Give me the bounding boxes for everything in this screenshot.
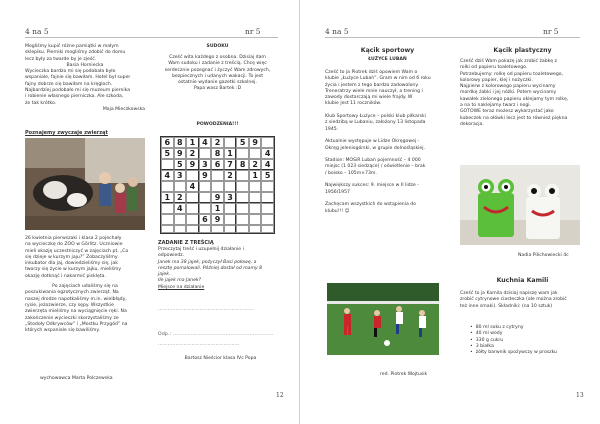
sudoku-cell [186,225,199,233]
sudoku-cell: 3 [174,170,187,181]
zoo-heading: Poznajemy zwyczaje zwierząt [25,130,108,136]
sudoku-cell [161,181,174,192]
sudoku-cell [249,203,262,214]
art-line: mordkę żabki i jej nóżki. Potem wycinamy [460,90,557,96]
sudoku-cell [249,148,262,159]
sport-line: miejsc (1 023 siedzące) / oświetlenie – brak [325,164,426,170]
frog-craft-photo [460,165,580,245]
sudoku-cell [236,203,249,214]
art-line: kolorowy papier, klej i nożyczki. [460,77,533,83]
sport-line: 1945. [325,126,339,132]
sudoku-cell [261,192,274,203]
art-line: a na to naklejamy twarz i nogi. [460,103,532,109]
sudoku-cell: 2 [186,148,199,159]
sudoku-cell [199,148,212,159]
left-page-number: 12 [276,392,284,399]
sudoku-cell [236,148,249,159]
art-line: kubeczek na ołówki lecz jest to również piękna [460,115,568,121]
zoo-line: naszej drodze napotkaliśmy m.in. wielbłądy, [25,296,127,302]
kitchen-title: Kuchnia Kamili [496,277,549,284]
intro-line: fajny dobrze się bawiłam na kręgloch. [25,81,113,87]
sudoku-cell: 6 [199,214,212,225]
zoo-line: inkubator dla jaj, dowiedzieliśmy się, jak [25,261,118,267]
intro-line: że tak krótko. [25,100,57,106]
sport-line: Cześć to ja Piotrek dziś opowiem Wam o [325,70,418,75]
art-signature: Nadia Pilichowiecki 4c [518,253,569,258]
good-luck-text: POWODZENIA!!! [196,122,239,127]
sudoku-cell [161,214,174,225]
kitchen-line: Cześć to ja Kamila dzisiaj napiszę wam jak [460,291,558,296]
left-header-title: 4 na 5 [25,27,49,36]
word-problem-author: Bartosz Nieścior klasa IVc Popa [184,356,257,361]
sudoku-cell: 9 [211,214,224,225]
sudoku-cell [261,214,274,225]
sudoku-cell: 5 [161,148,174,159]
sudoku-intro-line: ostatnie wydanie gazetki szkolnej. [178,80,257,86]
sudoku-cell [174,214,187,225]
zoo-line: tworzy się życie w kurzym jajku, mieliśmy [25,267,122,273]
word-problem-line: Przeczytaj treść i uzupełnij działanie i [158,247,244,252]
ingredients-list [470,325,585,356]
sudoku-cell: 9 [199,170,212,181]
sudoku-cell [224,214,237,225]
sudoku-cell: 4 [199,137,212,148]
sudoku-cell: 8 [211,148,224,159]
football-photo [327,283,439,355]
zoo-photo [25,138,145,230]
zoo-line: 26 kwietnia pierwszaki i klasa 2 pojechały [25,236,122,241]
intro-line: Mogliśmy kupić różne pamiątki w małym [25,44,119,49]
sudoku-cell: 7 [224,159,237,170]
sudoku-cell [211,170,224,181]
sudoku-cell: 2 [224,170,237,181]
sudoku-cell: 4 [261,159,274,170]
sport-line: życia i jestem z tego bardzo zadowolony. [325,82,419,88]
sudoku-cell [236,192,249,203]
sudoku-cell: 8 [174,137,187,148]
intro-line: i robienie własnego pierniczka. Ale szkoda, [25,94,124,100]
sport-line: Klub Sportowy Łużyce – polski klub piłkarski [325,114,426,120]
sport-line: 1956/1957 [325,189,350,195]
sudoku-cell: 9 [211,192,224,203]
sudoku-cell [249,214,262,225]
sudoku-cell: 1 [161,192,174,203]
left-col1 [25,44,145,113]
sudoku-cell [174,181,187,192]
sudoku-cell: 9 [249,137,262,148]
sudoku-cell: 9 [186,159,199,170]
sudoku-cell [261,203,274,214]
sudoku-cell: 1 [224,148,237,159]
sudoku-intro-line: Papa wasz Bartek :D [193,86,242,92]
zoo-line: poszukiwania egzotycznych zwierząt. Na [25,290,119,296]
sudoku-cell [224,181,237,192]
art-line: Potrzebujemy: rolkę od papieru toaletowego, [460,71,564,77]
sport-line: Największy sukces: 9. miejsce w II lidze - [325,183,419,189]
left-header-rule [25,37,278,38]
art-line: Cześć dziś Wam pokażę jak zrobić żabkę z [460,59,557,64]
word-problem-line: Janek ma 38 jajek, pożyczył Basi połowę, a [158,259,257,265]
zoo-line: zwierzęta mieliśmy na wyciągnięcie ręki. Na [25,309,127,315]
sudoku-cell [261,181,274,192]
sudoku-cell [261,137,274,148]
intro-line: sklepiku. Pierniki mogliśmy zdobić do domu [25,50,126,56]
sudoku-cell [236,181,249,192]
zoo-line: „Stodoły Odkrywców” i „Mostku Przygód” na [25,321,128,327]
zoo-line: mieli okazję uczestniczyć w zajęciach pt. „Co [25,248,129,254]
sudoku-cell [224,137,237,148]
football-photo-image [327,283,439,355]
sudoku-grid [160,136,275,234]
sport-line: z siedzibą w Lubaniu, założony 13 listopada [325,120,426,126]
sudoku-cell [261,225,274,233]
sport-line: Aktualnie występuje w Lidze Okręgowej - [325,139,420,145]
sudoku-cell [161,225,174,233]
sudoku-cell: 9 [174,148,187,159]
kitchen-line: też inne smaki). Składniki: (na 10 sztuk) [460,303,553,309]
sudoku-cell: 1 [211,203,224,214]
sport-line: Okręg jeleniogórski, w grupie dolnośląskiej. [325,145,425,151]
sudoku-cell: 5 [174,159,187,170]
sport-line: Stadion: MOSiR Lubań pojemność – 4 000 [325,158,421,164]
zoo-line: na wycieczkę do ZOO w Görlitz. Uczniowie [25,242,123,248]
sudoku-cell [199,181,212,192]
frog-craft-image [460,165,580,245]
sudoku-cell: 5 [261,170,274,181]
right-page [300,0,600,424]
ingredient-item: • 80 ml soku z cytryny [470,325,585,331]
sport-text [325,70,450,215]
art-line: Najpierw z kolorowego papieru wycinamy [460,84,556,90]
sport-line: Zachęcam wszystkich do wstąpienia do [325,202,416,208]
sudoku-cell: 4 [161,170,174,181]
sudoku-cell [199,203,212,214]
sport-line: klubie jest 11 roczników. [325,101,382,107]
sudoku-cell [249,225,262,233]
sudoku-intro-line: Cześć wita każdego z osobna. Dzisiaj dam [169,55,266,60]
sudoku-cell [236,170,249,181]
word-problem-title: ZADANIE Z TREŚCIĄ [158,240,214,246]
zoo-text [25,236,145,334]
word-problem-text [158,247,283,291]
sudoku-intro-line: bezpiecznych i udanych wakacji. To jest [171,73,264,79]
sudoku-cell [186,170,199,181]
zoo-line: rysie, jeżozwierze, czy sępy. Wszystkie [25,302,114,308]
sudoku-cell: 2 [211,137,224,148]
sudoku-cell [236,214,249,225]
intro-line: Wycieczka bardzo mi się podobała było [25,69,116,75]
sport-line: / boisko – 105m×73m. [325,170,377,176]
sudoku-cell [211,181,224,192]
sport-club-name: ŁUŻYCE LUBAŃ [368,57,407,62]
sudoku-cell [199,225,212,233]
sudoku-cell: 2 [249,159,262,170]
sudoku-cell [199,192,212,203]
sudoku-cell: 1 [186,137,199,148]
zoo-line: Po zajęciach udaliśmy się na [52,284,118,290]
sudoku-cell [186,203,199,214]
sudoku-intro-line: Wam sudoku i zadanie z treścią. Chcę więc [168,61,267,67]
sudoku-cell: 8 [236,159,249,170]
sport-line: zawody dostarczają mi wiele frajdy. W [325,95,413,101]
sport-line: Treneratrzy wiele mnie nauczył, a trening i [325,88,423,94]
sudoku-cell [161,203,174,214]
sudoku-cell: 4 [186,181,199,192]
ingredient-item: • żółty barwnik spożywczy w proszku [470,350,585,356]
intro-line: wspaniale, fajnie się bawiłam. Hotel był super [25,75,131,81]
work-space-label: Miejsce na działanie [158,284,205,290]
sudoku-cell: 5 [236,137,249,148]
sudoku-cell: 6 [161,137,174,148]
right-header-rule [325,37,580,38]
art-text [460,59,585,128]
art-line: rolki od papieru toaletowego. [460,65,528,71]
sudoku-cell: 3 [224,192,237,203]
art-line: GOTOWE teraz możesz wykorzystać jako [460,109,554,115]
intro-line: lecz były za twarde by je zjeść. [25,56,97,62]
answer-line: Odp.: ……………………………………………………… [158,332,274,337]
ingredient-item: • 40 ml wody [470,331,585,337]
sudoku-title: SUDOKU [206,44,229,49]
kitchen-text [460,291,585,310]
ingredient-item: • 3 białka [470,344,585,350]
sudoku-cell [249,192,262,203]
ingredient-item: • 330 g cukru [470,338,585,344]
word-problem-line: jajek. [158,272,171,278]
right-page-number: 13 [576,392,584,399]
zoo-line: się dzieje w kurzym jaju?” Zobaczyliśmy [25,254,118,260]
zoo-photo-image [25,138,145,230]
art-line: dekoracja. [460,121,484,127]
sudoku-cell: 6 [211,159,224,170]
sudoku-cell [224,203,237,214]
zoo-signature: wychowawca Marta Polczewska [40,376,113,381]
sudoku-cell [174,225,187,233]
sport-corner-title: Kącik sportowy [360,47,415,54]
art-corner-title: Kącik plastyczny [493,47,552,54]
sudoku-cell [211,225,224,233]
right-header-issue: nr 5 [543,27,559,36]
sudoku-intro [155,55,280,93]
answer-dots: …………………………………………… [158,342,240,347]
left-header-issue: nr 5 [245,27,261,36]
zoo-line: okazję dotknąć i nakarmić pisklęta. [25,273,106,279]
sudoku-cell [186,192,199,203]
word-problem-line: odpowiedz. [158,253,185,259]
sudoku-cell: 4 [174,203,187,214]
art-line: kawałek zielonego papieru oklejamy tym rolkę, [460,96,569,102]
sudoku-cell [186,214,199,225]
word-problem-line: resztę pomalowali. Później dostał od mamy 8 [158,265,263,271]
word-problem-line: Ile jajek ma Janek? [158,278,201,284]
intro-line: Najbardziej podobało mi się muzeum piernika [25,88,131,94]
sudoku-intro-line: serdecznie pozegnać i życzyć Wam zdrowych, [164,67,271,73]
sudoku-cell [224,225,237,233]
zoo-line: zakończenie wycieczki skorzystaliśmy ze [25,315,119,321]
intro-signature: Basia Horniecka [66,62,104,68]
sudoku-cell: 1 [249,170,262,181]
sudoku-cell: 4 [261,148,274,159]
sudoku-cell: 3 [199,159,212,170]
sudoku-cell [161,159,174,170]
intro-signature: Maja Mieczkowska [102,106,145,112]
zoo-line: których wspaniale się bawiliśmy. [25,328,100,334]
sudoku-cell [249,181,262,192]
sport-line: klubu!!! ☺ [325,208,350,214]
sport-signature: red. Piotrek Wojtusik [380,372,428,377]
right-header-title: 4 na 5 [325,27,349,36]
work-space-dots: …………………………………………………… [158,307,254,312]
sudoku-cell [236,225,249,233]
kitchen-line: zrobić cytrynowe ciasteczka (ale można zrobić [460,297,567,303]
sport-line: klubie „Łużyce Lubań”. Gram w nim od 6 roku [325,76,431,82]
sudoku-cell: 2 [174,192,187,203]
